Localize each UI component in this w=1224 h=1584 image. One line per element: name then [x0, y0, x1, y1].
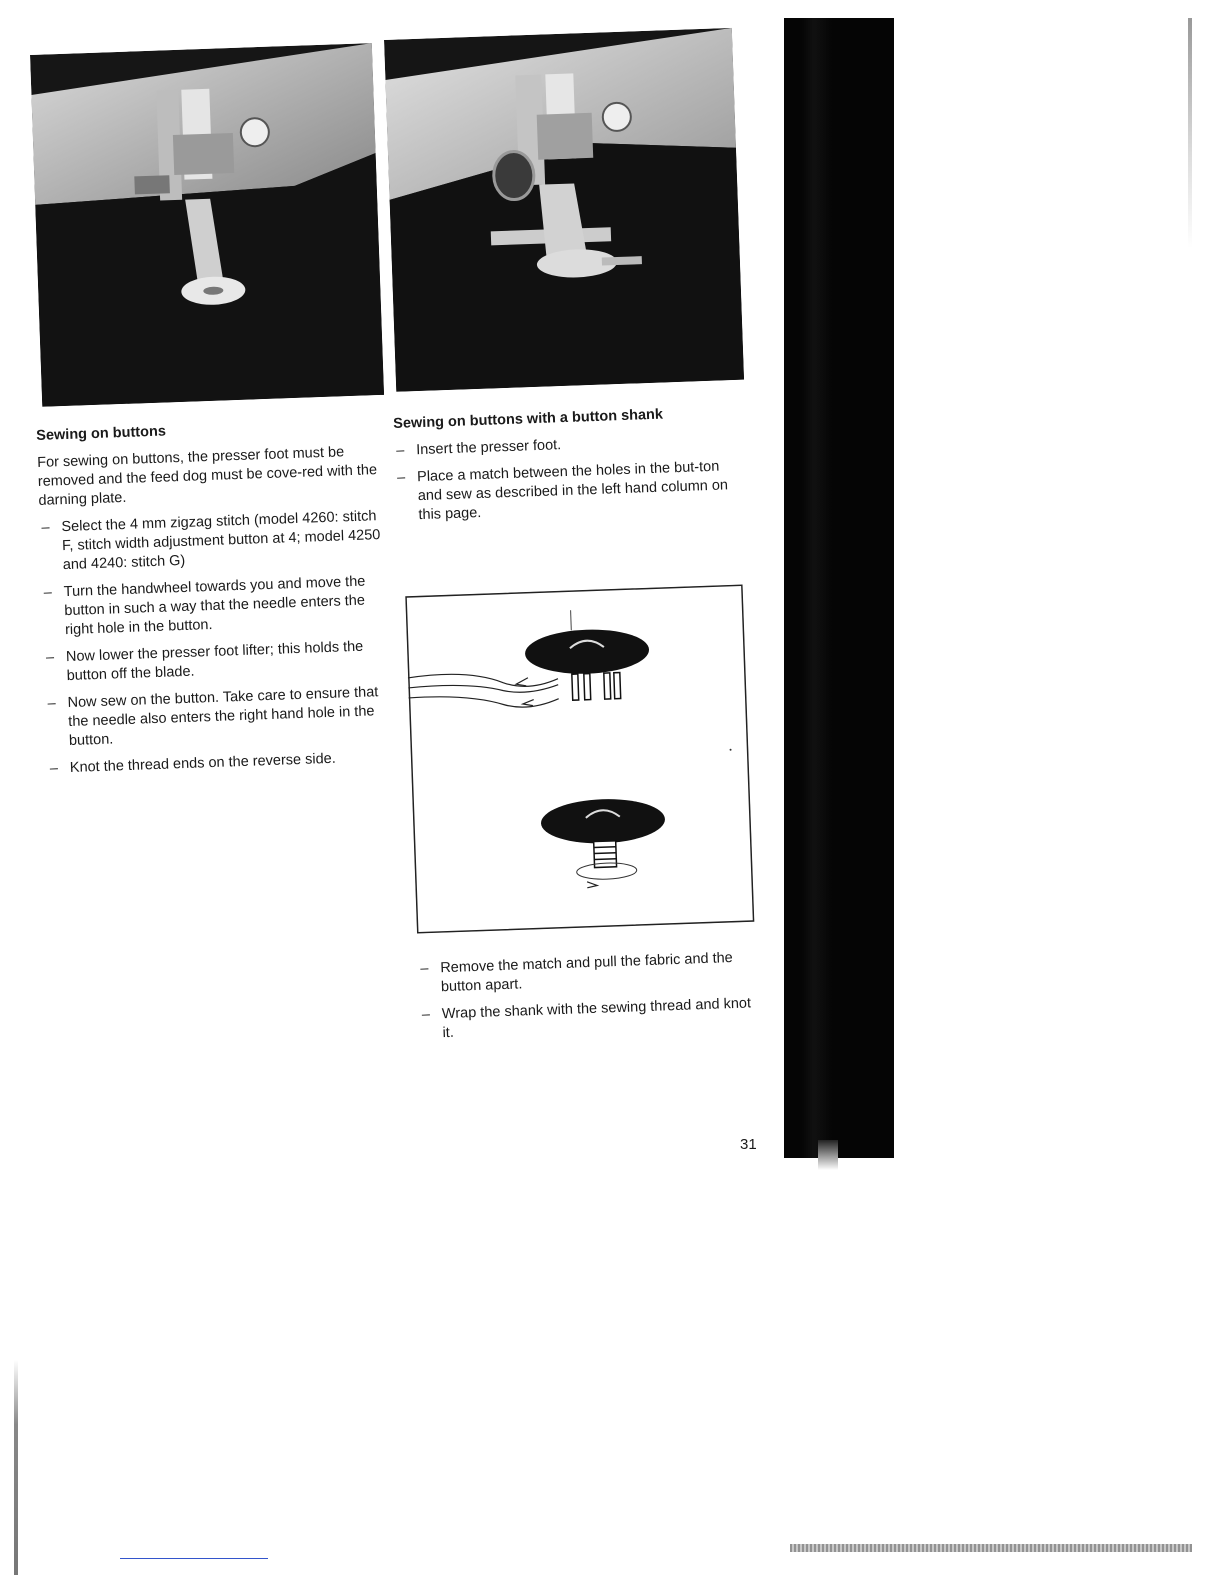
intro-paragraph: For sewing on buttons, the presser foot must be removed and the feed dog must be cove-red with the darning plate. [36, 444, 378, 509]
scan-bottom-rule [120, 1558, 268, 1559]
scan-margin-line [1188, 18, 1192, 248]
section-heading-sewing-buttons: Sewing on buttons [36, 423, 167, 444]
section-heading-button-shank: Sewing on buttons with a button shank [393, 406, 664, 432]
right-column-lower [418, 948, 761, 1052]
step-item: – Remove the match and pull the fabric and the button apart. [420, 950, 733, 996]
step-item: – Select the 4 mm zigzag stitch (model 4260: stitch F, stitch width adjustment button at 4; model 4250 and 4240: stitch G) [41, 508, 381, 574]
steps-list [418, 948, 761, 1044]
page-edge-shadow [818, 1140, 838, 1170]
right-column [393, 404, 742, 534]
step-item: – Now sew on the button. Take care to ensure that the needle also enters the right hand hole in the button. [47, 684, 379, 750]
page-number: 31 [740, 1136, 757, 1153]
scan-margin-line [14, 1360, 18, 1575]
photo-sewing-button-machine [30, 43, 384, 407]
photo-sewing-button-shank [384, 28, 744, 392]
left-column [36, 416, 393, 787]
step-item: – Place a match between the holes in the but-ton and sew as described in the left hand column on this page. [396, 458, 729, 524]
step-item: – Turn the handwheel towards you and move the button in such a way that the needle enters the right hole in the button. [43, 573, 366, 639]
button-shank-diagram [405, 584, 755, 934]
step-item: – Knot the thread ends on the reverse side. [49, 750, 337, 777]
step-item: – Insert the presser foot. [395, 437, 562, 459]
steps-list [394, 430, 742, 526]
steps-list [39, 507, 393, 779]
scan-bottom-rule [790, 1544, 1192, 1552]
page-edge-bar [784, 18, 894, 1158]
step-item: – Now lower the presser foot lifter; this holds the button off the blade. [45, 638, 364, 685]
step-item: – Wrap the shank with the sewing thread and knot it. [421, 995, 752, 1042]
